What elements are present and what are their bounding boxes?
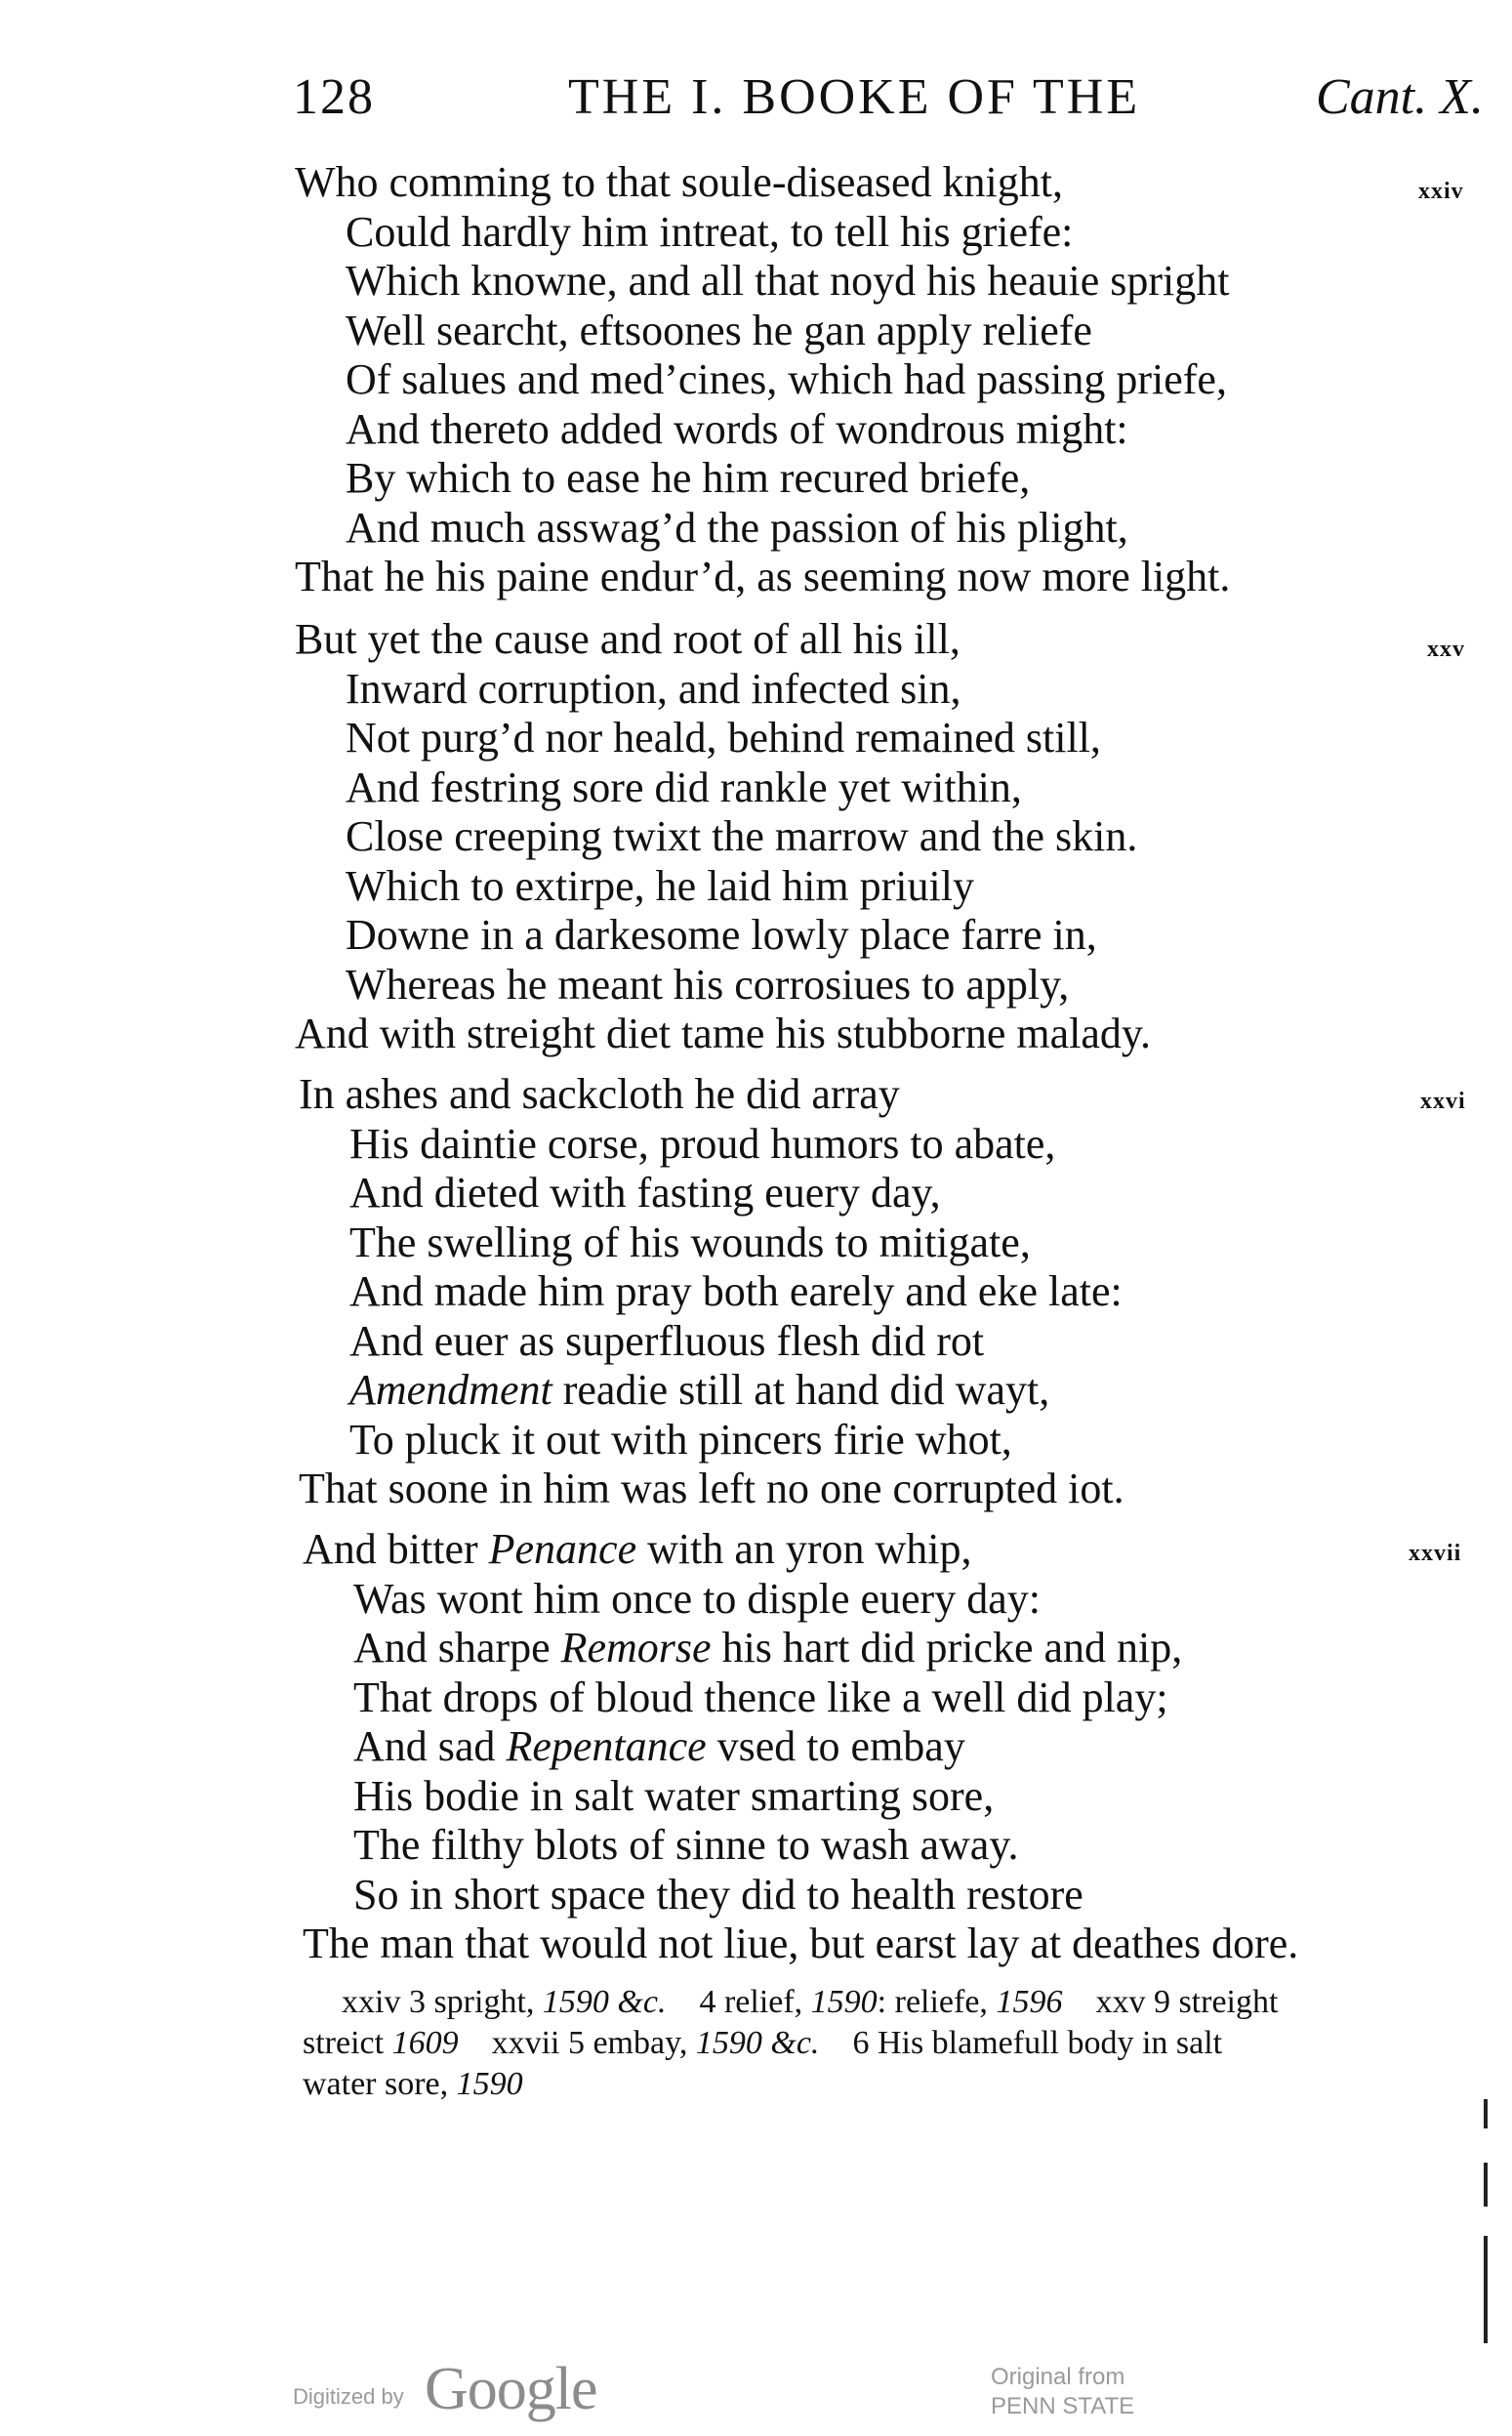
italic-word: Repentance xyxy=(506,1722,707,1770)
scan-edge-mark xyxy=(1484,2099,1488,2128)
verse-line: And dieted with fasting euery day, xyxy=(349,1169,941,1217)
stanza-number: xxvi xyxy=(1420,1089,1466,1114)
scan-edge-mark xyxy=(1484,2236,1488,2343)
stanza-number: xxiv xyxy=(1418,179,1464,204)
verse-line: Whereas he meant his corrosiues to apply, xyxy=(346,960,1070,1009)
verse-line: Which to extirpe, he laid him priuily xyxy=(346,861,974,910)
running-header xyxy=(293,68,1512,127)
verse-line: But yet the cause and root of all his ill, xyxy=(295,615,960,663)
italic-word: Penance xyxy=(488,1525,637,1573)
stanza-xxiv xyxy=(295,158,1466,602)
verse-line: And much asswag’d the passion of his plight, xyxy=(346,503,1128,552)
note-line: water sore, 1590 xyxy=(303,2066,523,2102)
verse-line: And euer as superfluous flesh did rot xyxy=(349,1316,985,1365)
scan-edge-mark xyxy=(1484,2163,1488,2207)
stanza-xxv xyxy=(295,615,1466,1059)
verse-line: Who comming to that soule-diseased knight, xyxy=(295,158,1063,206)
note-line: xxiv 3 spright, 1590 &c. 4 relief, 1590: reliefe, 1596 xxv 9 streight xyxy=(342,1984,1279,2020)
verse-line: The filthy blots of sinne to wash away. xyxy=(353,1821,1019,1869)
verse-line: Downe in a darkesome lowly place farre in, xyxy=(346,911,1097,959)
stanza-xxvi xyxy=(299,1070,1470,1514)
stanza-number: xxvii xyxy=(1409,1541,1462,1566)
verse-line: And made him pray both earely and eke late: xyxy=(349,1267,1123,1315)
verse-line: That he his paine endur’d, as seeming now more light. xyxy=(295,553,1231,600)
italic-word: Amendment xyxy=(349,1366,552,1414)
digitization-footer xyxy=(293,2356,1269,2431)
canto-label: Cant. X. xyxy=(1316,69,1484,125)
verse-line: His daintie corse, proud humors to abate, xyxy=(349,1119,1056,1168)
verse-line: Of salues and med’cines, which had passing priefe, xyxy=(346,355,1227,403)
page-number: 128 xyxy=(293,69,375,125)
verse-line: Close creeping twixt the marrow and the skin. xyxy=(346,812,1138,860)
verse-line: That soone in him was left no one corrupted iot. xyxy=(299,1465,1124,1512)
stanza-number: xxv xyxy=(1427,637,1465,662)
verse-line: And festring sore did rankle yet within, xyxy=(346,763,1022,811)
verse-line: Could hardly him intreat, to tell his griefe: xyxy=(346,207,1074,256)
original-source: Original from PENN STATE xyxy=(991,2364,1135,2419)
stanza-xxvii xyxy=(303,1525,1474,1969)
verse-line: His bodie in salt water smarting sore, xyxy=(353,1771,995,1820)
verse-line: By which to ease he him recured briefe, xyxy=(346,454,1031,502)
verse-line: The swelling of his wounds to mitigate, xyxy=(349,1218,1031,1266)
verse-line: Not purg’d nor heald, behind remained still, xyxy=(346,714,1101,762)
verse-line: And thereto added words of wondrous might: xyxy=(346,404,1128,453)
book-title: THE I. BOOKE OF THE xyxy=(568,69,1141,125)
note-line: streict 1609 xxvii 5 embay, 1590 &c. 6 His blamefull body in salt xyxy=(303,2025,1223,2061)
italic-word: Remorse xyxy=(560,1624,712,1672)
verse-line: And sad Repentance vsed to embay xyxy=(353,1722,965,1770)
verse-line: That drops of bloud thence like a well did play; xyxy=(353,1672,1168,1721)
verse-line: And sharpe Remorse his hart did pricke and nip, xyxy=(353,1624,1183,1672)
verse-line: To pluck it out with pincers firie whot, xyxy=(349,1415,1012,1464)
verse-line: So in short space they did to health restore xyxy=(353,1870,1083,1919)
verse-line: Amendment readie still at hand did wayt, xyxy=(349,1366,1050,1414)
verse-line: Inward corruption, and infected sin, xyxy=(346,664,961,713)
verse-line: Well searcht, eftsoones he gan apply reliefe xyxy=(346,306,1092,354)
textual-notes xyxy=(303,1982,1493,2105)
digitized-by-label: Digitized by xyxy=(293,2384,404,2409)
verse-line: And with streight diet tame his stubborne malady. xyxy=(295,1010,1151,1057)
verse-line: Was wont him once to disple euery day: xyxy=(353,1574,1041,1623)
verse-line: In ashes and sackcloth he did array xyxy=(299,1070,900,1118)
verse-line: Which knowne, and all that noyd his heauie spright xyxy=(346,257,1230,305)
verse-line: And bitter Penance with an yron whip, xyxy=(303,1525,972,1573)
google-logo: Google xyxy=(425,2356,597,2422)
verse-line: The man that would not liue, but earst lay at deathes dore. xyxy=(303,1920,1299,1967)
